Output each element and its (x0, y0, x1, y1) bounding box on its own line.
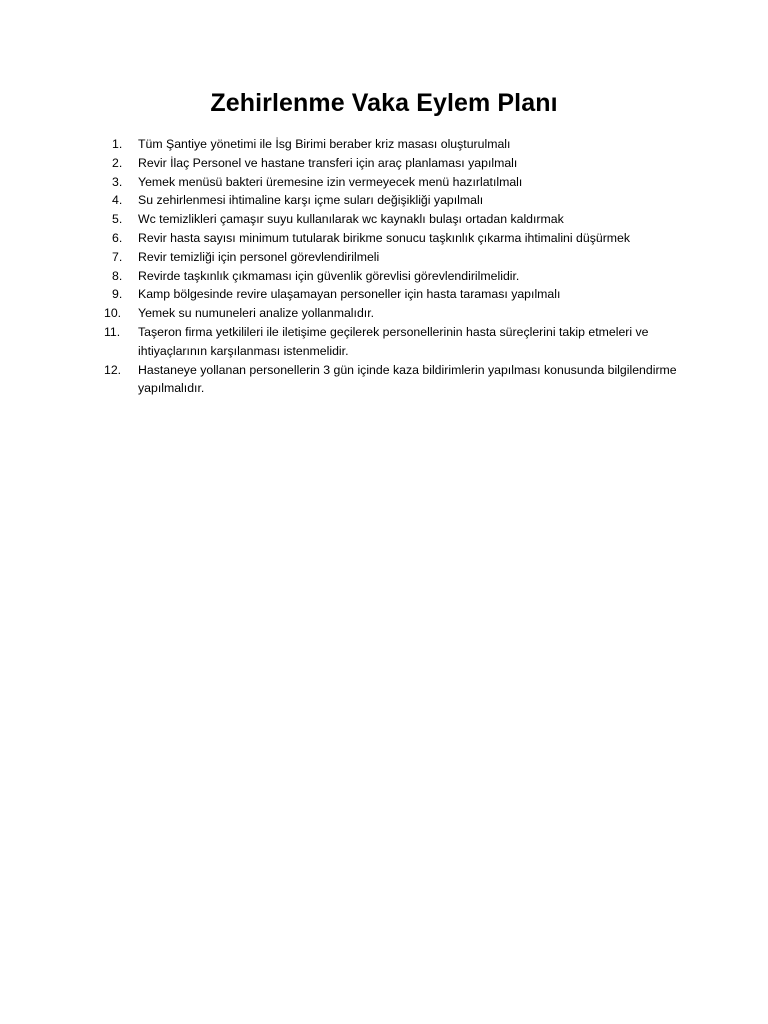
item-number: 8. (112, 268, 123, 283)
item-number: 2. (112, 155, 123, 170)
list-item (104, 191, 684, 210)
item-number: 9. (112, 287, 123, 302)
item-text: Revirde taşkınlık çıkmaması için güvenlik görevlisi görevlendirilmelidir. (138, 268, 520, 283)
item-text: Su zehirlenmesi ihtimaline karşı içme suları değişikliği yapılmalı (138, 193, 484, 208)
list-item (104, 229, 684, 248)
item-number: 3. (112, 174, 123, 189)
list-item (104, 285, 684, 304)
item-number: 12. (104, 362, 122, 377)
item-text: Wc temizlikleri çamaşır suyu kullanılarak wc kaynaklı bulaşı ortadan kaldırmak (138, 212, 564, 227)
item-text: Revir temizliği için personel görevlendirilmeli (138, 249, 380, 264)
item-number: 5. (112, 212, 123, 227)
item-text: Yemek su numuneleri analize yollanmalıdır. (138, 306, 375, 321)
item-number: 10. (104, 306, 122, 321)
item-text: Kamp bölgesinde revire ulaşamayan personeller için hasta taraması yapılmalı (138, 287, 561, 302)
list-item (104, 173, 684, 192)
item-text: Revir İlaç Personel ve hastane transferi için araç planlaması yapılmalı (138, 155, 518, 170)
item-text: Tüm Şantiye yönetimi ile İsg Birimi beraber kriz masası oluşturulmalı (138, 137, 511, 151)
list-item (104, 323, 684, 361)
list-item (104, 210, 684, 229)
item-text: Taşeron firma yetkilileri ile iletişime geçilerek personellerinin hasta süreçlerini takip etmeleri ve ihtiyaçlarının karşılanması istenmelidir. (138, 324, 649, 358)
item-text: Yemek menüsü bakteri üremesine izin vermeyecek menü hazırlatılmalı (138, 174, 523, 189)
page-title: Zehirlenme Vaka Eylem Planı (210, 89, 558, 117)
item-number: 1. (112, 137, 123, 151)
list-item (104, 135, 684, 154)
item-number: 4. (112, 193, 123, 208)
item-text: Revir hasta sayısı minimum tutularak birikme sonucu taşkınlık çıkarma ihtimalini düşürmek (138, 230, 631, 245)
item-number: 6. (112, 230, 123, 245)
list-item (104, 361, 684, 399)
item-text: Hastaneye yollanan personellerin 3 gün içinde kaza bildirimlerin yapılması konusunda bilgilendirme yapılmalıdır. (138, 362, 677, 396)
list-item (104, 304, 684, 323)
action-plan-list (104, 135, 684, 398)
list-item (104, 267, 684, 286)
item-number: 7. (112, 249, 123, 264)
item-number: 11. (104, 324, 121, 339)
list-item (104, 154, 684, 173)
list-item (104, 248, 684, 267)
